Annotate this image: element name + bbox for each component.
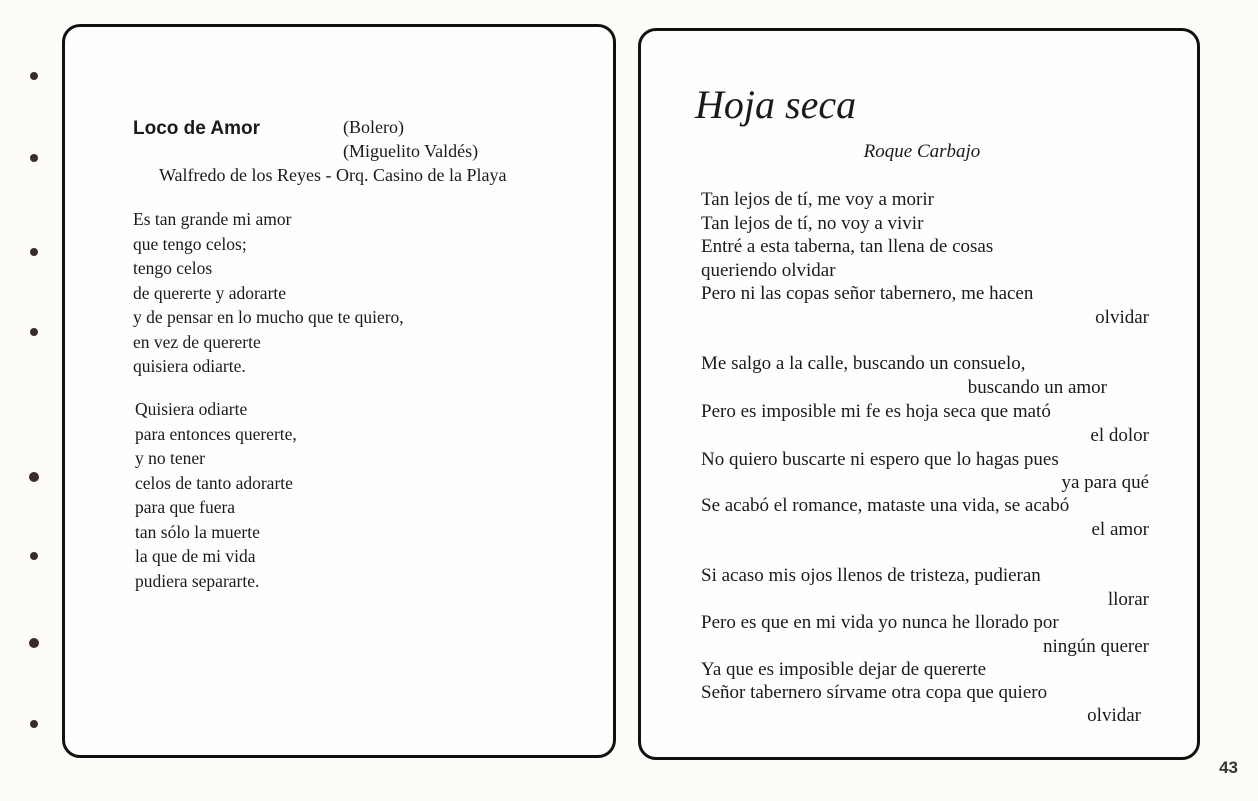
lyric-line: que tengo celos;: [133, 233, 247, 254]
song-title: Hoja seca: [695, 82, 857, 127]
lyric-line: Entré a esta taberna, tan llena de cosas: [701, 236, 994, 257]
lyric-line: para que fuera: [135, 497, 236, 517]
lyric-line: Si acaso mis ojos llenos de tristeza, pudieran: [701, 565, 1041, 586]
lyric-line: celos de tanto adorarte: [135, 472, 293, 493]
lyric-line: tan sólo la muerte: [135, 521, 260, 542]
lyric-line: Ya que es imposible dejar de quererte: [701, 659, 987, 680]
lyrics-stanza: [135, 397, 297, 593]
binder-hole: [30, 720, 38, 728]
lyric-line: de quererte y adorarte: [133, 282, 287, 303]
lyric-line: olvidar: [1087, 705, 1141, 726]
lyric-line: ya para qué: [1061, 472, 1149, 493]
lyric-line: No quiero buscarte ni espero que lo hagas pues: [701, 449, 1059, 470]
song-author: Roque Carbajo: [863, 141, 981, 162]
lyric-line: y no tener: [135, 448, 205, 468]
lyric-line: Tan lejos de tí, no voy a vivir: [701, 213, 924, 234]
lyric-line: Pero ni las copas señor tabernero, me hacen: [701, 283, 1034, 304]
lyric-line: Es tan grande mi amor: [133, 209, 292, 229]
binder-hole: [30, 248, 38, 256]
left-song-panel: [62, 24, 616, 758]
lyric-line: quisiera odiarte.: [133, 356, 246, 376]
binder-hole: [29, 638, 39, 648]
binder-hole: [30, 154, 38, 162]
lyric-line: Pero es imposible mi fe es hoja seca que mató: [701, 401, 1051, 422]
lyric-line: Se acabó el romance, mataste una vida, se acabó: [701, 495, 1070, 516]
song-credits: Walfredo de los Reyes - Orq. Casino de la Playa: [159, 165, 507, 185]
song-singer: (Miguelito Valdés): [343, 141, 479, 161]
song-title: Loco de Amor: [133, 118, 261, 139]
lyric-line: pudiera separarte.: [135, 570, 260, 591]
lyric-line: tengo celos: [133, 258, 213, 278]
lyric-line: Me salgo a la calle, buscando un consuelo,: [701, 353, 1026, 374]
lyric-line: buscando un amor: [967, 377, 1107, 398]
lyric-line: para entonces quererte,: [135, 423, 297, 444]
binder-hole: [30, 328, 38, 336]
lyric-line: olvidar: [1095, 307, 1149, 328]
lyric-line: el dolor: [1090, 425, 1149, 446]
lyric-line: ningún querer: [1042, 636, 1149, 657]
lyric-line: y de pensar en lo mucho que te quiero,: [133, 307, 404, 327]
lyric-line: Quisiera odiarte: [135, 399, 248, 419]
lyric-line: Señor tabernero sírvame otra copa que quiero: [701, 682, 1048, 703]
song-genre: (Bolero): [343, 117, 404, 137]
lyric-line: el amor: [1091, 519, 1149, 540]
lyric-line: en vez de quererte: [133, 331, 261, 352]
binder-hole: [30, 552, 38, 560]
lyric-line: queriendo olvidar: [701, 260, 836, 281]
binder-hole: [29, 472, 39, 482]
lyrics-stanza: [133, 207, 404, 379]
page-number: 43: [1219, 758, 1238, 777]
lyric-line: Pero es que en mi vida yo nunca he llorado por: [701, 612, 1059, 633]
lyric-line: Tan lejos de tí, me voy a morir: [701, 189, 934, 210]
binder-hole: [30, 72, 38, 80]
lyric-line: la que de mi vida: [135, 546, 256, 566]
lyric-line: llorar: [1107, 589, 1149, 610]
right-song-panel: [638, 28, 1200, 760]
